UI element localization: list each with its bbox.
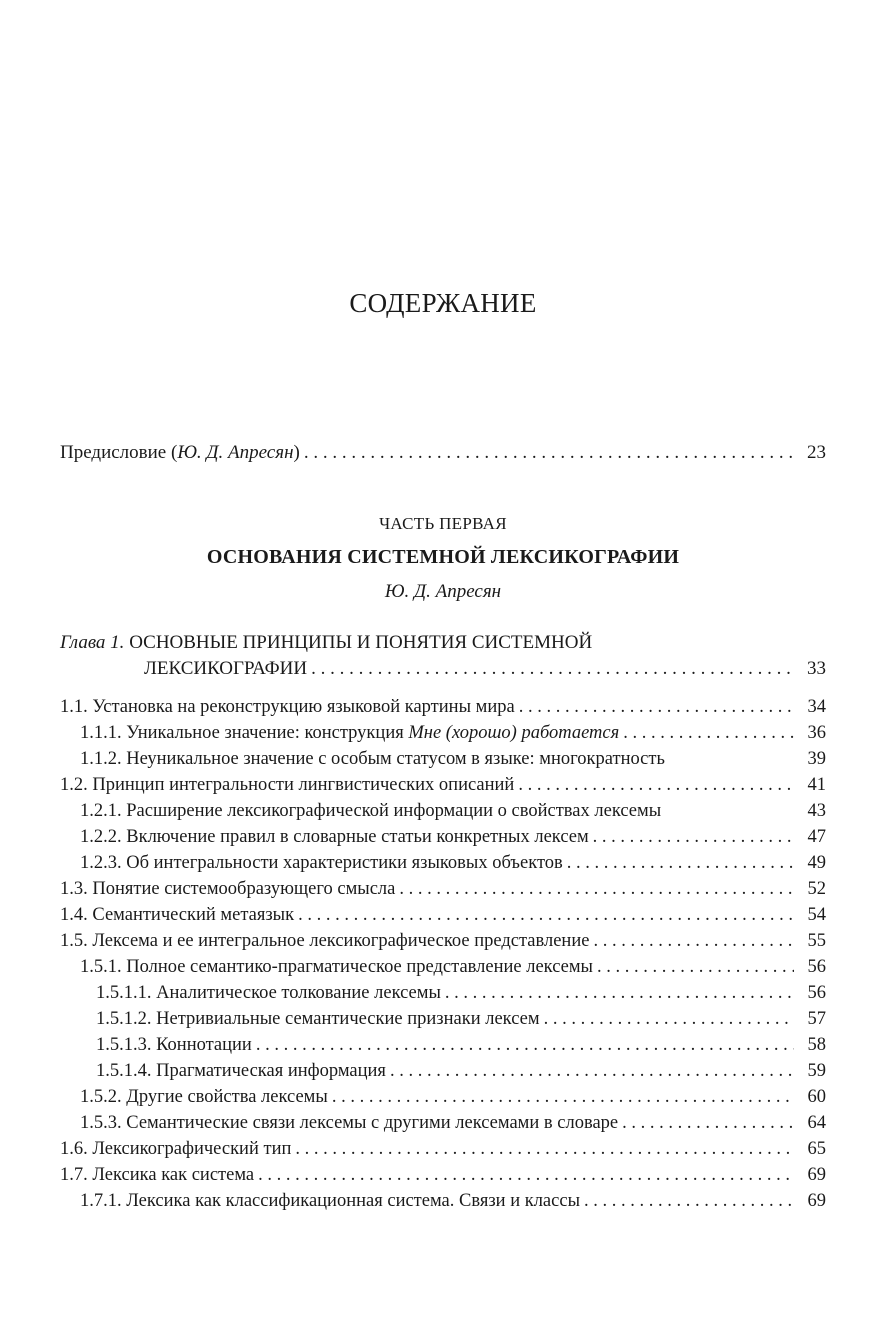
leader-dots (518, 772, 794, 798)
entry-page: 56 (807, 957, 826, 977)
toc-entry[interactable] (60, 902, 826, 928)
chapter-title-line2: ЛЕКСИКОГРАФИИ (144, 658, 308, 679)
leader-dots (298, 902, 794, 928)
entry-page: 23 (807, 442, 826, 463)
page-title: СОДЕРЖАНИЕ (349, 288, 537, 318)
leader-dots (390, 1058, 794, 1084)
entry-text: 1.1. Установка на реконструкцию языковой картины мира (60, 697, 515, 717)
toc-entry[interactable] (60, 772, 826, 798)
leader-dots (593, 824, 794, 850)
part-author: Ю. Д. Апресян (384, 581, 502, 602)
toc-entry[interactable] (60, 720, 826, 746)
entry-text: 1.5. Лексема и ее интегральное лексикографическое представление (60, 931, 590, 951)
entry-text: 1.5.1.4. Прагматическая информация (96, 1061, 386, 1081)
chapter-title-line1: ОСНОВНЫЕ ПРИНЦИПЫ И ПОНЯТИЯ СИСТЕМНОЙ (129, 632, 593, 653)
entry-text: 1.7.1. Лексика как классификационная система. Связи и классы (80, 1191, 580, 1211)
toc-entry[interactable] (60, 1084, 826, 1110)
leader-dots (597, 954, 794, 980)
entry-page: 52 (807, 879, 826, 899)
entry-page: 60 (807, 1087, 826, 1107)
entry-page: 34 (807, 697, 826, 717)
toc-entry[interactable] (60, 980, 826, 1006)
toc-entry[interactable] (60, 876, 826, 902)
entry-page: 56 (807, 983, 826, 1003)
leader-dots (258, 1162, 794, 1188)
toc-entry[interactable] (60, 928, 826, 954)
toc-entry[interactable] (60, 694, 826, 720)
leader-dots (593, 928, 794, 954)
leader-dots (311, 656, 794, 682)
toc-entry[interactable] (60, 1058, 826, 1084)
entry-page: 41 (807, 775, 826, 795)
leader-dots (445, 980, 794, 1006)
leader-dots (519, 694, 794, 720)
entry-text: 1.2.2. Включение правил в словарные статьи конкретных лексем (80, 827, 589, 847)
toc-entry[interactable] (60, 1162, 826, 1188)
toc-entry[interactable] (60, 954, 826, 980)
toc-entry[interactable] (60, 1188, 826, 1214)
entry-text: 1.3. Понятие системообразующего смысла (60, 879, 396, 899)
toc-entry[interactable] (60, 850, 826, 876)
leader-dots (256, 1032, 794, 1058)
toc-entry[interactable] (60, 824, 826, 850)
entry-page: 39 (807, 749, 826, 769)
entry-page: 69 (807, 1165, 826, 1185)
entry-text: 1.1.1. Уникальное значение: конструкция Мне (хорошо) работается (80, 723, 620, 743)
entry-page: 55 (807, 931, 826, 951)
entry-text: 1.5.1.1. Аналитическое толкование лексемы (96, 983, 441, 1003)
entry-page: 58 (807, 1035, 826, 1055)
entry-text: 1.5.1.2. Нетривиальные семантические признаки лексем (96, 1009, 540, 1029)
entry-page: 49 (807, 853, 826, 873)
toc-entry[interactable] (60, 1110, 826, 1136)
leader-dots (567, 850, 794, 876)
toc-entry[interactable] (60, 1006, 826, 1032)
entry-page: 57 (807, 1009, 826, 1029)
toc-entry-chapter-1[interactable] (60, 630, 826, 682)
entry-text: 1.5.2. Другие свойства лексемы (80, 1087, 328, 1107)
part-title: ОСНОВАНИЯ СИСТЕМНОЙ ЛЕКСИКОГРАФИИ (206, 546, 680, 568)
entry-text: 1.2.3. Об интегральности характеристики языковых объектов (80, 853, 563, 873)
leader-dots (295, 1136, 794, 1162)
entry-page: 64 (807, 1113, 826, 1133)
entry-text: 1.2. Принцип интегральности лингвистических описаний (60, 775, 515, 795)
entry-text: 1.6. Лексикографический тип (60, 1139, 292, 1159)
entry-page: 43 (807, 801, 826, 821)
entry-text: 1.4. Семантический метаязык (60, 905, 295, 925)
leader-dots (399, 876, 794, 902)
toc-entry[interactable] (60, 746, 826, 772)
leader-dots (584, 1188, 794, 1214)
entry-text: 1.1.2. Неуникальное значение с особым статусом в языке: многократность (80, 749, 665, 769)
leader-dots (304, 440, 794, 466)
chapter-line-2 (60, 656, 826, 682)
chapter-line-1 (60, 630, 826, 656)
toc-list (60, 694, 826, 1214)
toc-entry-preface[interactable] (60, 440, 826, 466)
entry-page: 69 (807, 1191, 826, 1211)
entry-text: 1.2.1. Расширение лексикографической информации о свойствах лексемы (80, 801, 662, 821)
leader-dots (544, 1006, 794, 1032)
entry-text: Предисловие (Ю. Д. Апресян) (60, 442, 300, 463)
entry-text: 1.5.1. Полное семантико-прагматическое представление лексемы (80, 957, 593, 977)
part-label: ЧАСТЬ ПЕРВАЯ (379, 514, 507, 533)
leader-dots (332, 1084, 794, 1110)
entry-text: 1.5.3. Семантические связи лексемы с другими лексемами в словаре (80, 1113, 619, 1133)
toc-entry[interactable] (60, 798, 826, 824)
entry-page: 59 (807, 1061, 826, 1081)
entry-page: 36 (807, 723, 826, 743)
entry-page: 33 (807, 658, 826, 679)
leader-dots (623, 720, 794, 746)
entry-text: 1.7. Лексика как система (60, 1165, 255, 1185)
entry-page: 47 (807, 827, 826, 847)
entry-page: 65 (807, 1139, 826, 1159)
chapter-prefix: Глава 1. (60, 632, 125, 653)
entry-page: 54 (807, 905, 826, 925)
leader-dots (622, 1110, 794, 1136)
toc-entry[interactable] (60, 1136, 826, 1162)
toc-entry[interactable] (60, 1032, 826, 1058)
entry-text: 1.5.1.3. Коннотации (96, 1035, 252, 1055)
